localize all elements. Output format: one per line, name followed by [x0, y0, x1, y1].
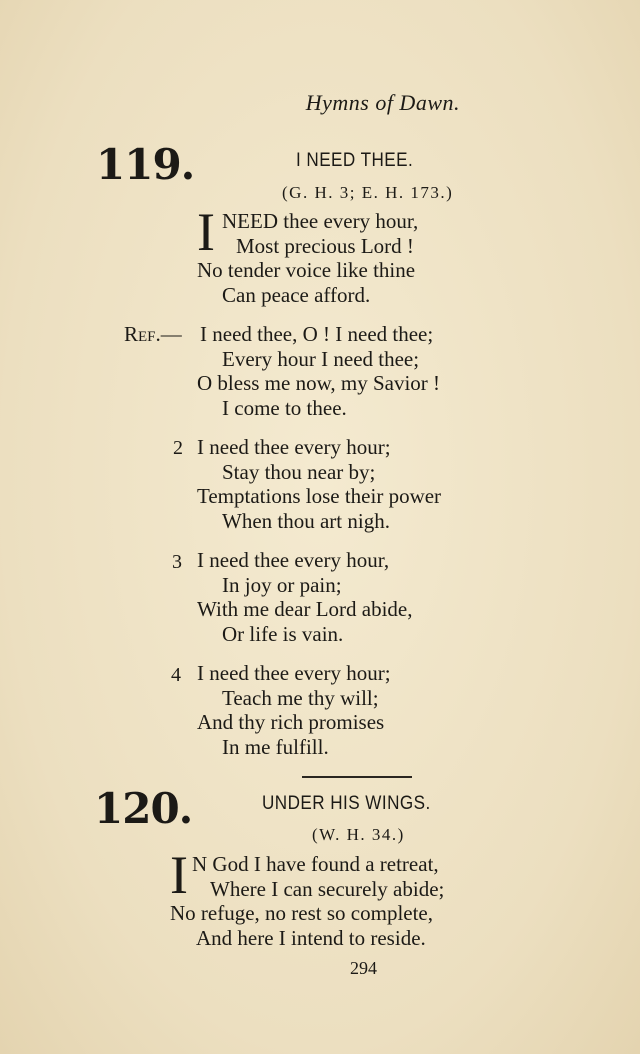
refrain-label: Ref.—: [124, 322, 182, 346]
hymn-number-119: 119.: [96, 140, 195, 189]
hymn120-line-3: No refuge, no rest so complete,: [170, 901, 434, 925]
hymn-number-120: 120.: [94, 784, 193, 833]
verse-1-line-1: NEED thee every hour,: [222, 209, 419, 233]
verse-3-line-4: Or life is vain.: [222, 622, 344, 646]
verse-4-line-1: I need thee every hour;: [197, 661, 391, 685]
refrain-line-2: Every hour I need thee;: [222, 347, 420, 371]
tune-reference-120: (W. H. 34.): [312, 825, 405, 844]
verse-1-line-4: Can peace afford.: [222, 283, 371, 307]
verse-2-line-1: I need thee every hour;: [197, 435, 391, 459]
verse-3-line-2: In joy or pain;: [222, 573, 342, 597]
hymn-title-119: I NEED THEE.: [296, 150, 414, 171]
refrain-line-4: I come to thee.: [222, 396, 347, 420]
running-header: Hymns of Dawn.: [305, 90, 460, 115]
hymn120-line-2: Where I can securely abide;: [210, 877, 445, 901]
verse-number-4: 4: [171, 664, 181, 686]
hymn120-line-4: And here I intend to reside.: [196, 926, 426, 950]
section-divider: [302, 776, 412, 778]
drop-cap-120: I: [170, 845, 188, 905]
verse-4-line-2: Teach me thy will;: [222, 686, 379, 710]
verse-4-line-3: And thy rich promises: [197, 710, 385, 734]
verse-number-2: 2: [173, 437, 183, 459]
verse-1-line-3: No tender voice like thine: [197, 258, 416, 282]
verse-4-line-4: In me fulfill.: [222, 735, 329, 759]
hymn-title-120: UNDER HIS WINGS.: [262, 793, 431, 814]
page-number: 294: [350, 958, 377, 978]
verse-2-line-2: Stay thou near by;: [222, 460, 376, 484]
tune-reference-119: (G. H. 3; E. H. 173.): [282, 183, 454, 202]
verse-number-3: 3: [172, 551, 182, 573]
verse-1-line-2: Most precious Lord !: [236, 234, 414, 258]
verse-2-line-3: Temptations lose their power: [197, 484, 442, 508]
verse-2-line-4: When thou art nigh.: [222, 509, 390, 533]
refrain-line-1: I need thee, O ! I need thee;: [200, 322, 434, 346]
verse-3-line-3: With me dear Lord abide,: [197, 597, 413, 621]
refrain-line-3: O bless me now, my Savior !: [197, 371, 441, 395]
verse-3-line-1: I need thee every hour,: [197, 548, 390, 572]
hymn120-line-1: N God I have found a retreat,: [192, 852, 439, 876]
drop-cap-119: I: [197, 202, 215, 262]
